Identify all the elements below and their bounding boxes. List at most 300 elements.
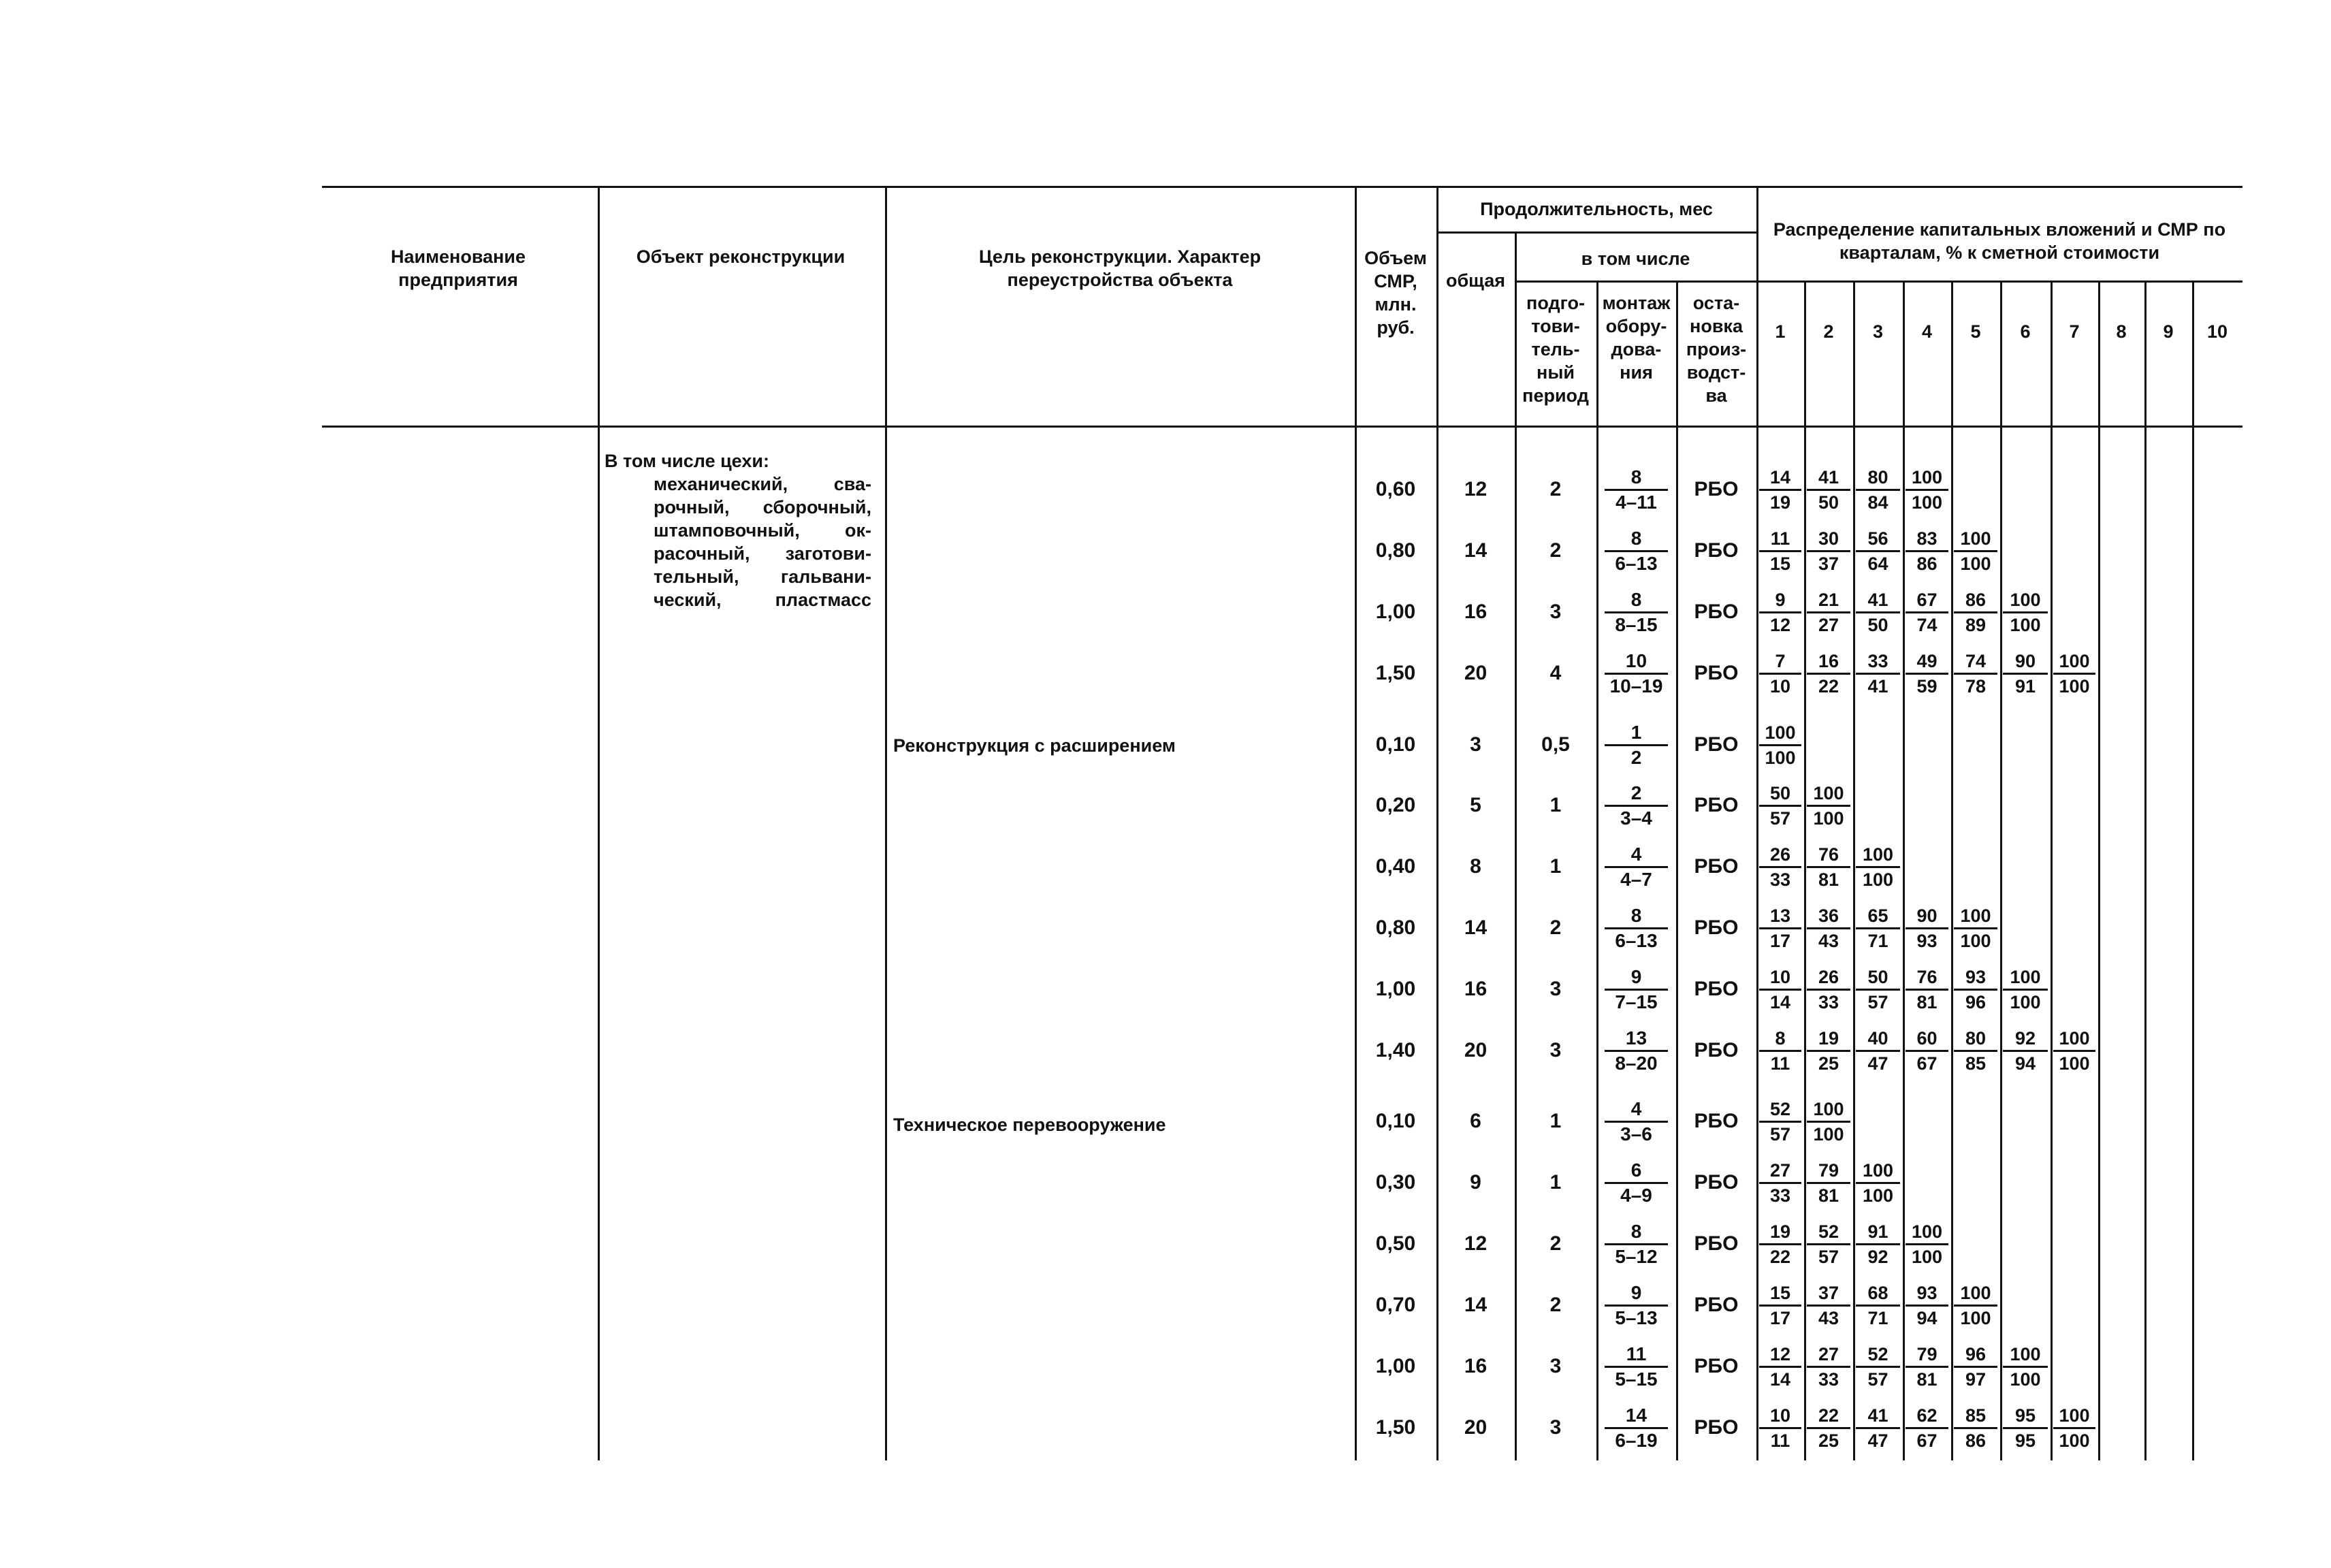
mount-denominator: 6–13 bbox=[1605, 550, 1668, 575]
quarter-cumulative-smr: 11 bbox=[1759, 1050, 1801, 1075]
cell-prep: 1 bbox=[1549, 1171, 1562, 1194]
mount-denominator: 7–15 bbox=[1605, 989, 1668, 1014]
quarter-value-1 bbox=[1759, 904, 1801, 953]
quarter-cumulative-smr: 100 bbox=[1856, 866, 1900, 891]
rule-vertical bbox=[1853, 281, 1855, 1460]
cell-volume: 0,10 bbox=[1375, 733, 1416, 756]
quarter-cumulative-smr: 33 bbox=[1759, 1182, 1801, 1207]
quarter-cumulative-smr: 43 bbox=[1807, 1305, 1850, 1330]
cell-total: 20 bbox=[1464, 1416, 1488, 1439]
quarter-value-3 bbox=[1856, 527, 1900, 575]
header-quarter-1: 1 bbox=[1775, 321, 1786, 342]
mount-numerator: 14 bbox=[1625, 1405, 1647, 1426]
quarter-value-3 bbox=[1856, 843, 1900, 891]
cell-total: 20 bbox=[1464, 1039, 1488, 1061]
quarter-cumulative-smr: 89 bbox=[1954, 611, 1997, 637]
quarter-cumulative-capex: 21 bbox=[1818, 590, 1839, 610]
quarter-cumulative-smr: 27 bbox=[1807, 611, 1850, 637]
object-text-line: ческий, пластмасс bbox=[654, 590, 871, 610]
quarter-value-2 bbox=[1807, 843, 1850, 891]
quarter-cumulative-capex: 52 bbox=[1769, 1099, 1791, 1119]
mount-numerator: 8 bbox=[1630, 466, 1642, 487]
quarter-cumulative-capex: 91 bbox=[1867, 1221, 1888, 1242]
quarter-value-2 bbox=[1807, 1343, 1850, 1391]
quarter-cumulative-capex: 41 bbox=[1867, 590, 1888, 610]
cell-mount-fraction bbox=[1605, 721, 1668, 769]
quarter-value-1 bbox=[1759, 1343, 1801, 1391]
cell-stop: РБО bbox=[1694, 1294, 1739, 1316]
rule-duration bbox=[1436, 231, 1756, 234]
object-text-line: тельный, гальвани- bbox=[654, 566, 871, 587]
quarter-value-1 bbox=[1759, 782, 1801, 830]
header-total: общая bbox=[1445, 270, 1506, 291]
quarter-cumulative-smr: 19 bbox=[1759, 489, 1801, 514]
quarter-value-2 bbox=[1807, 1098, 1850, 1146]
rule-vertical bbox=[1756, 186, 1758, 1460]
quarter-value-1 bbox=[1759, 1027, 1801, 1075]
cell-total: 6 bbox=[1470, 1110, 1481, 1132]
quarter-cumulative-capex: 92 bbox=[2014, 1028, 2036, 1049]
quarter-cumulative-capex: 93 bbox=[1965, 967, 1987, 987]
quarter-value-1 bbox=[1759, 721, 1801, 769]
quarter-value-2 bbox=[1807, 1404, 1850, 1452]
header-quarter-8: 8 bbox=[2116, 321, 2127, 342]
quarter-cumulative-capex: 100 bbox=[1862, 844, 1894, 865]
cell-stop: РБО bbox=[1694, 794, 1739, 816]
quarter-cumulative-capex: 52 bbox=[1867, 1344, 1888, 1364]
object-text-line: механический, сва- bbox=[654, 474, 871, 494]
header-quarter-5: 5 bbox=[1970, 321, 1981, 342]
cell-total: 12 bbox=[1464, 1232, 1488, 1255]
quarter-value-5 bbox=[1954, 650, 1997, 698]
quarter-value-6 bbox=[2003, 1027, 2048, 1075]
cell-mount-fraction bbox=[1605, 466, 1668, 514]
object-text-line: расочный, заготови- bbox=[654, 543, 871, 564]
header-goal: Цель реконструкции. Характер переустройства объекта bbox=[978, 246, 1261, 290]
cell-volume: 1,50 bbox=[1375, 662, 1416, 684]
mount-denominator: 6–19 bbox=[1605, 1427, 1668, 1452]
quarter-cumulative-smr: 100 bbox=[1759, 744, 1801, 769]
cell-mount-fraction bbox=[1605, 1281, 1668, 1330]
quarter-cumulative-smr: 78 bbox=[1954, 673, 1997, 698]
mount-numerator: 4 bbox=[1630, 844, 1642, 865]
cell-prep: 3 bbox=[1549, 1355, 1562, 1377]
quarter-cumulative-smr: 17 bbox=[1759, 1305, 1801, 1330]
cell-mount-fraction bbox=[1605, 1098, 1668, 1146]
quarter-cumulative-smr: 100 bbox=[2053, 1050, 2095, 1075]
quarter-cumulative-smr: 57 bbox=[1807, 1243, 1850, 1268]
quarter-value-5 bbox=[1954, 1404, 1997, 1452]
quarter-value-1 bbox=[1759, 1404, 1801, 1452]
cell-volume: 0,60 bbox=[1375, 478, 1416, 500]
quarter-cumulative-smr: 100 bbox=[1856, 1182, 1900, 1207]
mount-denominator: 4–7 bbox=[1605, 866, 1668, 891]
quarter-cumulative-smr: 100 bbox=[1906, 1243, 1948, 1268]
quarter-cumulative-capex: 10 bbox=[1769, 967, 1791, 987]
mount-denominator: 2 bbox=[1605, 744, 1668, 769]
quarter-value-4 bbox=[1906, 904, 1948, 953]
quarter-value-2 bbox=[1807, 782, 1850, 830]
cell-mount-fraction bbox=[1605, 1343, 1668, 1391]
quarter-cumulative-capex: 90 bbox=[2014, 651, 2036, 671]
mount-denominator: 3–4 bbox=[1605, 805, 1668, 830]
quarter-cumulative-capex: 65 bbox=[1867, 906, 1888, 926]
quarter-cumulative-capex: 36 bbox=[1818, 906, 1839, 926]
quarter-cumulative-capex: 95 bbox=[2014, 1405, 2036, 1426]
mount-numerator: 13 bbox=[1625, 1027, 1647, 1049]
cell-stop: РБО bbox=[1694, 916, 1739, 939]
cell-stop: РБО bbox=[1694, 601, 1739, 623]
cell-volume: 1,00 bbox=[1375, 978, 1416, 1000]
quarter-cumulative-capex: 100 bbox=[1813, 1099, 1844, 1119]
quarter-cumulative-capex: 76 bbox=[1818, 844, 1839, 865]
quarter-value-3 bbox=[1856, 1220, 1900, 1268]
quarter-cumulative-capex: 13 bbox=[1769, 906, 1791, 926]
quarter-cumulative-capex: 19 bbox=[1818, 1028, 1839, 1049]
quarter-value-2 bbox=[1807, 527, 1850, 575]
quarter-cumulative-capex: 100 bbox=[1960, 1283, 1991, 1303]
quarter-cumulative-smr: 59 bbox=[1906, 673, 1948, 698]
quarter-cumulative-capex: 7 bbox=[1775, 651, 1786, 671]
quarter-cumulative-capex: 41 bbox=[1867, 1405, 1888, 1426]
cell-volume: 1,40 bbox=[1375, 1039, 1416, 1061]
mount-denominator: 8–20 bbox=[1605, 1050, 1668, 1075]
cell-total: 20 bbox=[1464, 662, 1488, 684]
quarter-cumulative-smr: 92 bbox=[1856, 1243, 1900, 1268]
cell-mount-fraction bbox=[1605, 904, 1668, 953]
quarter-cumulative-smr: 95 bbox=[2003, 1427, 2048, 1452]
quarter-cumulative-capex: 27 bbox=[1818, 1344, 1839, 1364]
header-enterprise: Наименование предприятия bbox=[390, 246, 526, 290]
quarter-cumulative-capex: 40 bbox=[1867, 1028, 1888, 1049]
quarter-cumulative-smr: 96 bbox=[1954, 989, 1997, 1014]
quarter-value-3 bbox=[1856, 1027, 1900, 1075]
quarter-value-3 bbox=[1856, 1404, 1900, 1452]
cell-mount-fraction bbox=[1605, 1159, 1668, 1207]
quarter-value-4 bbox=[1906, 1343, 1948, 1391]
quarter-cumulative-smr: 17 bbox=[1759, 927, 1801, 953]
quarter-cumulative-capex: 16 bbox=[1818, 651, 1839, 671]
quarter-cumulative-smr: 25 bbox=[1807, 1427, 1850, 1452]
table-top-rule bbox=[322, 186, 2242, 188]
quarter-cumulative-capex: 19 bbox=[1769, 1221, 1791, 1242]
quarter-cumulative-smr: 37 bbox=[1807, 550, 1850, 575]
mount-numerator: 8 bbox=[1630, 905, 1642, 926]
quarter-cumulative-capex: 52 bbox=[1818, 1221, 1839, 1242]
quarter-cumulative-capex: 37 bbox=[1818, 1283, 1839, 1303]
quarter-cumulative-smr: 100 bbox=[2003, 611, 2048, 637]
quarter-value-5 bbox=[1954, 1027, 1997, 1075]
quarter-cumulative-smr: 14 bbox=[1759, 989, 1801, 1014]
quarter-cumulative-capex: 50 bbox=[1769, 783, 1791, 803]
quarter-cumulative-smr: 22 bbox=[1759, 1243, 1801, 1268]
cell-stop: РБО bbox=[1694, 855, 1739, 878]
cell-total: 16 bbox=[1464, 601, 1488, 623]
cell-prep: 1 bbox=[1549, 1110, 1562, 1132]
quarter-cumulative-smr: 57 bbox=[1759, 1121, 1801, 1146]
quarter-value-6 bbox=[2003, 588, 2048, 637]
quarter-cumulative-smr: 67 bbox=[1906, 1427, 1948, 1452]
quarter-value-7 bbox=[2053, 1027, 2095, 1075]
rule-vertical bbox=[2192, 281, 2194, 1460]
quarter-value-1 bbox=[1759, 527, 1801, 575]
cell-stop: РБО bbox=[1694, 1110, 1739, 1132]
header-quarter-7: 7 bbox=[2069, 321, 2080, 342]
quarter-cumulative-capex: 30 bbox=[1818, 528, 1839, 549]
quarter-cumulative-capex: 26 bbox=[1818, 967, 1839, 987]
rule-vertical bbox=[2144, 281, 2147, 1460]
cell-mount-fraction bbox=[1605, 650, 1668, 698]
quarter-cumulative-smr: 100 bbox=[2003, 989, 2048, 1014]
header-quarter-9: 9 bbox=[2163, 321, 2174, 342]
quarter-cumulative-smr: 57 bbox=[1856, 989, 1900, 1014]
mount-denominator: 3–6 bbox=[1605, 1121, 1668, 1146]
quarter-value-1 bbox=[1759, 466, 1801, 514]
quarter-cumulative-capex: 56 bbox=[1867, 528, 1888, 549]
quarter-cumulative-capex: 33 bbox=[1867, 651, 1888, 671]
quarter-value-6 bbox=[2003, 1404, 2048, 1452]
quarter-value-3 bbox=[1856, 1281, 1900, 1330]
cell-volume: 0,30 bbox=[1375, 1171, 1416, 1194]
mount-denominator: 5–13 bbox=[1605, 1305, 1668, 1330]
quarter-cumulative-smr: 47 bbox=[1856, 1427, 1900, 1452]
cell-total: 8 bbox=[1470, 855, 1481, 878]
cell-stop: РБО bbox=[1694, 539, 1739, 562]
quarter-cumulative-smr: 84 bbox=[1856, 489, 1900, 514]
quarter-cumulative-smr: 25 bbox=[1807, 1050, 1850, 1075]
cell-stop: РБО bbox=[1694, 1171, 1739, 1194]
quarter-value-2 bbox=[1807, 1027, 1850, 1075]
cell-mount-fraction bbox=[1605, 527, 1668, 575]
quarter-cumulative-capex: 83 bbox=[1916, 528, 1938, 549]
quarter-cumulative-smr: 100 bbox=[2053, 673, 2095, 698]
mount-numerator: 11 bbox=[1626, 1343, 1647, 1364]
quarter-cumulative-capex: 85 bbox=[1965, 1405, 1987, 1426]
quarter-cumulative-smr: 67 bbox=[1906, 1050, 1948, 1075]
header-duration: Продолжительность, мес bbox=[1480, 199, 1713, 219]
quarter-value-6 bbox=[2003, 965, 2048, 1014]
quarter-cumulative-smr: 22 bbox=[1807, 673, 1850, 698]
quarter-value-1 bbox=[1759, 1098, 1801, 1146]
cell-prep: 2 bbox=[1549, 1232, 1562, 1255]
cell-mount-fraction bbox=[1605, 1404, 1668, 1452]
cell-stop: РБО bbox=[1694, 1416, 1739, 1439]
rule-vertical bbox=[2098, 281, 2100, 1460]
quarter-value-1 bbox=[1759, 650, 1801, 698]
rule-vertical bbox=[2000, 281, 2002, 1460]
quarter-cumulative-capex: 100 bbox=[1765, 722, 1796, 743]
quarter-value-1 bbox=[1759, 843, 1801, 891]
mount-numerator: 9 bbox=[1630, 966, 1642, 987]
quarter-cumulative-smr: 47 bbox=[1856, 1050, 1900, 1075]
cell-volume: 0,40 bbox=[1375, 855, 1416, 878]
mount-numerator: 4 bbox=[1630, 1098, 1642, 1119]
quarter-cumulative-capex: 62 bbox=[1916, 1405, 1938, 1426]
cell-stop: РБО bbox=[1694, 1232, 1739, 1255]
cell-total: 16 bbox=[1464, 978, 1488, 1000]
quarter-cumulative-smr: 33 bbox=[1807, 1366, 1850, 1391]
quarter-value-5 bbox=[1954, 527, 1997, 575]
quarter-cumulative-capex: 90 bbox=[1916, 906, 1938, 926]
mount-denominator: 6–13 bbox=[1605, 927, 1668, 953]
quarter-cumulative-capex: 100 bbox=[1960, 906, 1991, 926]
cell-volume: 0,20 bbox=[1375, 794, 1416, 816]
quarter-value-3 bbox=[1856, 1343, 1900, 1391]
quarter-cumulative-smr: 100 bbox=[1807, 1121, 1850, 1146]
cell-stop: РБО bbox=[1694, 1355, 1739, 1377]
quarter-cumulative-capex: 86 bbox=[1965, 590, 1987, 610]
cell-prep: 2 bbox=[1549, 478, 1562, 500]
quarter-cumulative-capex: 100 bbox=[2010, 590, 2041, 610]
rule-vertical bbox=[1951, 281, 1953, 1460]
object-text-line: В том числе цехи: bbox=[605, 451, 769, 471]
rule-vertical bbox=[1596, 281, 1598, 1460]
quarter-cumulative-capex: 49 bbox=[1916, 651, 1938, 671]
quarter-cumulative-capex: 80 bbox=[1965, 1028, 1987, 1049]
mount-denominator: 5–12 bbox=[1605, 1243, 1668, 1268]
cell-volume: 0,10 bbox=[1375, 1110, 1416, 1132]
quarter-cumulative-capex: 26 bbox=[1769, 844, 1791, 865]
quarter-cumulative-smr: 57 bbox=[1856, 1366, 1900, 1391]
header-quarter-6: 6 bbox=[2020, 321, 2031, 342]
quarter-value-3 bbox=[1856, 965, 1900, 1014]
quarter-cumulative-capex: 100 bbox=[1911, 1221, 1943, 1242]
quarter-cumulative-smr: 100 bbox=[1954, 550, 1997, 575]
cell-prep: 2 bbox=[1549, 1294, 1562, 1316]
goal-expansion: Реконструкция с расширением bbox=[893, 735, 1176, 756]
quarter-value-2 bbox=[1807, 965, 1850, 1014]
cell-total: 14 bbox=[1464, 1294, 1488, 1316]
quarter-value-4 bbox=[1906, 965, 1948, 1014]
quarter-cumulative-smr: 50 bbox=[1856, 611, 1900, 637]
quarter-value-2 bbox=[1807, 1281, 1850, 1330]
cell-prep: 2 bbox=[1549, 916, 1562, 939]
cell-prep: 3 bbox=[1549, 1039, 1562, 1061]
quarter-cumulative-smr: 11 bbox=[1759, 1427, 1801, 1452]
mount-numerator: 10 bbox=[1625, 650, 1647, 671]
quarter-cumulative-smr: 57 bbox=[1759, 805, 1801, 830]
quarter-value-4 bbox=[1906, 527, 1948, 575]
cell-volume: 0,70 bbox=[1375, 1294, 1416, 1316]
quarter-cumulative-smr: 15 bbox=[1759, 550, 1801, 575]
quarter-value-3 bbox=[1856, 1159, 1900, 1207]
cell-stop: РБО bbox=[1694, 733, 1739, 756]
cell-volume: 0,80 bbox=[1375, 916, 1416, 939]
cell-prep: 3 bbox=[1549, 978, 1562, 1000]
cell-mount-fraction bbox=[1605, 1220, 1668, 1268]
cell-mount-fraction bbox=[1605, 965, 1668, 1014]
quarter-cumulative-capex: 100 bbox=[2010, 1344, 2041, 1364]
quarter-value-2 bbox=[1807, 588, 1850, 637]
quarter-cumulative-capex: 68 bbox=[1867, 1283, 1888, 1303]
quarter-cumulative-capex: 67 bbox=[1916, 590, 1938, 610]
rule-vertical bbox=[1804, 281, 1806, 1460]
quarter-cumulative-capex: 60 bbox=[1916, 1028, 1938, 1049]
mount-numerator: 8 bbox=[1630, 528, 1642, 549]
mount-denominator: 4–9 bbox=[1605, 1182, 1668, 1207]
rule-vertical bbox=[885, 186, 887, 1460]
quarter-cumulative-smr: 100 bbox=[1906, 489, 1948, 514]
quarter-cumulative-capex: 100 bbox=[1911, 467, 1943, 487]
cell-stop: РБО bbox=[1694, 1039, 1739, 1061]
cell-total: 5 bbox=[1470, 794, 1481, 816]
quarter-cumulative-smr: 94 bbox=[1906, 1305, 1948, 1330]
quarter-cumulative-smr: 12 bbox=[1759, 611, 1801, 637]
cell-total: 14 bbox=[1464, 539, 1488, 562]
cell-prep: 1 bbox=[1549, 794, 1562, 816]
quarter-cumulative-smr: 81 bbox=[1906, 1366, 1948, 1391]
quarter-cumulative-capex: 100 bbox=[1813, 783, 1844, 803]
cell-stop: РБО bbox=[1694, 978, 1739, 1000]
cell-total: 16 bbox=[1464, 1355, 1488, 1377]
quarter-cumulative-capex: 9 bbox=[1775, 590, 1786, 610]
quarter-value-7 bbox=[2053, 1404, 2095, 1452]
quarter-cumulative-capex: 14 bbox=[1769, 467, 1791, 487]
quarter-cumulative-capex: 100 bbox=[1960, 528, 1991, 549]
header-quarter-10: 10 bbox=[2206, 321, 2228, 342]
quarter-value-2 bbox=[1807, 1159, 1850, 1207]
header-quarter-4: 4 bbox=[1921, 321, 1933, 342]
quarter-value-3 bbox=[1856, 466, 1900, 514]
quarter-value-5 bbox=[1954, 1281, 1997, 1330]
cell-mount-fraction bbox=[1605, 782, 1668, 830]
quarter-cumulative-smr: 100 bbox=[2003, 1366, 2048, 1391]
quarter-cumulative-capex: 8 bbox=[1775, 1028, 1786, 1049]
quarter-value-2 bbox=[1807, 466, 1850, 514]
quarter-cumulative-smr: 100 bbox=[1954, 927, 1997, 953]
cell-total: 9 bbox=[1470, 1171, 1481, 1194]
quarter-value-3 bbox=[1856, 650, 1900, 698]
quarter-cumulative-capex: 80 bbox=[1867, 467, 1888, 487]
quarter-value-1 bbox=[1759, 1159, 1801, 1207]
mount-numerator: 6 bbox=[1630, 1159, 1642, 1181]
quarter-cumulative-capex: 27 bbox=[1769, 1160, 1791, 1181]
rule-vertical bbox=[2051, 281, 2053, 1460]
quarter-value-5 bbox=[1954, 904, 1997, 953]
header-object: Объект реконструкции bbox=[636, 246, 846, 267]
cell-total: 3 bbox=[1470, 733, 1481, 756]
quarter-cumulative-smr: 33 bbox=[1807, 989, 1850, 1014]
quarter-value-2 bbox=[1807, 904, 1850, 953]
mount-denominator: 10–19 bbox=[1605, 673, 1668, 698]
quarter-cumulative-smr: 86 bbox=[1954, 1427, 1997, 1452]
quarter-cumulative-smr: 71 bbox=[1856, 1305, 1900, 1330]
quarter-cumulative-smr: 85 bbox=[1954, 1050, 1997, 1075]
quarter-cumulative-capex: 79 bbox=[1818, 1160, 1839, 1181]
cell-prep: 2 bbox=[1549, 539, 1562, 562]
header-mount: монтаж обору- дова- ния bbox=[1602, 293, 1671, 383]
cell-total: 14 bbox=[1464, 916, 1488, 939]
mount-numerator: 8 bbox=[1630, 589, 1642, 610]
rule-including bbox=[1515, 281, 1756, 283]
rule-vertical bbox=[1515, 231, 1517, 1460]
quarter-cumulative-capex: 100 bbox=[2010, 967, 2041, 987]
mount-numerator: 1 bbox=[1630, 722, 1642, 743]
cell-mount-fraction bbox=[1605, 1027, 1668, 1075]
quarter-cumulative-capex: 22 bbox=[1818, 1405, 1839, 1426]
quarter-cumulative-capex: 15 bbox=[1769, 1283, 1791, 1303]
quarter-cumulative-smr: 100 bbox=[1954, 1305, 1997, 1330]
header-prep: подго- тови- тель- ный период bbox=[1522, 293, 1589, 406]
cell-volume: 1,00 bbox=[1375, 601, 1416, 623]
quarter-cumulative-capex: 93 bbox=[1916, 1283, 1938, 1303]
object-text-line: штамповочный, ок- bbox=[654, 520, 871, 541]
cell-volume: 1,50 bbox=[1375, 1416, 1416, 1439]
quarter-cumulative-smr: 81 bbox=[1906, 989, 1948, 1014]
quarter-value-1 bbox=[1759, 1281, 1801, 1330]
quarter-value-2 bbox=[1807, 1220, 1850, 1268]
rule-vertical bbox=[1436, 186, 1438, 1460]
